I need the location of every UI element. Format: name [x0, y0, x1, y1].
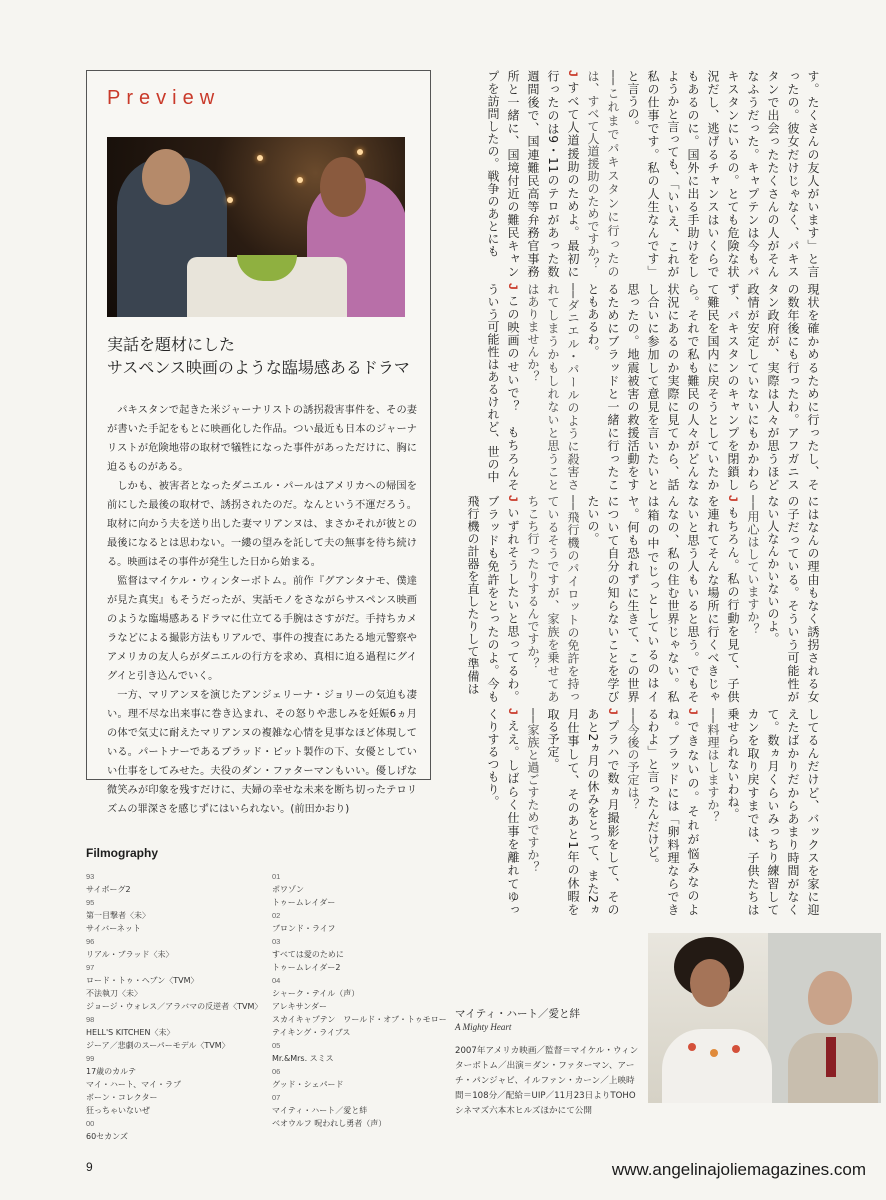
- man-face: [808, 971, 852, 1025]
- interview-text: プラハで数ヵ月撮影をして、そのあと2ヵ月の休みをとって、また2ヵ月仕事して、そのあと1年の休暇を取る予定。: [546, 708, 620, 916]
- filmography-title-item: サイボーグ2: [86, 885, 131, 894]
- speaker-marker: J: [506, 495, 520, 507]
- filmography-year: 04: [272, 976, 281, 985]
- filmography-list-right: [272, 870, 447, 1130]
- filmography-year: 05: [272, 1041, 281, 1050]
- bokeh-light: [227, 197, 233, 203]
- interview-column-3: [455, 495, 823, 703]
- subtitle-line: サスペンス映画のような臨場感あるドラマ: [107, 358, 410, 377]
- caption-body: 2007年アメリカ映画／監督＝マイケル・ウィンターボトム／出演＝ダン・ファターマン、アーチ・パンジャビ、イルファン・カーン／上映時間＝108分／配給＝UIP／11月23日よりTOHOシネマズ六本木ヒルズほかにて公開: [455, 1046, 639, 1116]
- interview-text: にはなんの理由もなく誘拐される女の子だっている。そういう可能性がない人なんかいないのよ。: [766, 495, 820, 703]
- interview-text: ──料理はしますか？: [706, 708, 720, 824]
- filmography-year: 96: [86, 937, 95, 946]
- interview-answer: [763, 495, 823, 703]
- filmography-title: Filmography: [86, 846, 159, 860]
- interview-answer: [723, 708, 823, 916]
- subtitle-line: 実話を題材にした: [107, 335, 236, 354]
- interview-question: [523, 708, 543, 916]
- filmography-title-item: 第一目撃者〈未〉: [86, 911, 150, 920]
- caption-english-title: A Mighty Heart: [455, 1022, 512, 1032]
- interview-answer: [643, 708, 703, 916]
- preview-film-still: [107, 137, 405, 317]
- interview-text: この映画のせいで？ もちろんそういう可能性はあるけれど、世の中: [486, 283, 520, 491]
- bokeh-light: [297, 177, 303, 183]
- dress-flower: [710, 1049, 718, 1057]
- interview-question: [703, 708, 723, 916]
- interview-answer: [483, 70, 583, 278]
- man-tie: [826, 1037, 836, 1077]
- filmography-title-item: リアル・ブラッド〈未〉: [86, 950, 174, 959]
- woman-head: [320, 157, 366, 217]
- interview-answer: [543, 708, 623, 916]
- filmography-title-item: ジーア／悲劇のスーパーモデル〈TVM〉: [86, 1041, 230, 1050]
- interview-answer: [623, 70, 823, 278]
- page-number: 9: [86, 1160, 93, 1174]
- interview-text: もちろん。私の行動を見て、子供を連れてそんな場所に行くべきじゃないと思う人もいると思う。でもそんなの、私の住む世界じゃない。私は箱の中でじっとしているのはイヤ。何も恐れずに生きて、この世界について自分の知らないことを学びたいの。: [586, 495, 740, 703]
- interview-answer: [583, 495, 743, 703]
- caption-title: マイティ・ハート／愛と絆: [455, 1008, 580, 1020]
- dress-flower: [688, 1043, 696, 1051]
- filmography-year: 97: [86, 963, 95, 972]
- filmography-year: 06: [272, 1067, 281, 1076]
- filmography-title-item: すべては愛のために: [272, 950, 344, 959]
- filmography-title-item: マイティ・ハート／愛と絆: [272, 1106, 368, 1115]
- interview-text: 現状を確かめるために行ったし、その数年後にも行ったわ。アフガニスタン政府が、実際は人々が思うほど政情が安定していないにもかかわらず、パキスタンのキャンプを閉鎖して難民を国内に戻そうとしていたから。それで私も難民の人々がどんな状況にあるのか実際に見てから、話し合いに参加して意見を言いたいと思ったの。地震被害の救援活動をするためにブラッドと一緒に行ったこともあるわ。: [586, 283, 820, 491]
- filmography-year: 00: [86, 1119, 95, 1128]
- bokeh-light: [257, 155, 263, 161]
- interview-question: [523, 495, 583, 703]
- filmography-year: 02: [272, 911, 281, 920]
- woman-figure: [662, 1029, 772, 1103]
- site-url[interactable]: www.angelinajoliemagazines.com: [611, 1160, 866, 1179]
- interview-answer: [483, 283, 523, 491]
- filmography-title-item: スカイキャプテン ワールド・オブ・トゥモロー: [272, 1015, 447, 1024]
- filmography-year: 98: [86, 1015, 95, 1024]
- film-still-photo: [648, 933, 881, 1103]
- filmography-title-item: ブロンド・ライフ: [272, 924, 336, 933]
- speaker-marker: J: [726, 495, 740, 507]
- filmography-title-item: ボーン・コレクター: [86, 1093, 158, 1102]
- dress-flower: [732, 1045, 740, 1053]
- filmography-title-item: 狂っちゃいないぜ: [86, 1106, 150, 1115]
- interview-text: ──ダニエル・パールのように殺害されてしまうかもしれないと思うことはありませんか？: [526, 283, 580, 491]
- interview-answer: [583, 283, 823, 491]
- filmography-title-item: グッド・シェパード: [272, 1080, 344, 1089]
- filmography-title-item: シャーク・テイル（声）: [272, 989, 360, 998]
- interview-answer: [483, 708, 523, 916]
- filmography-title-item: HELL'S KITCHEN〈未〉: [86, 1028, 175, 1037]
- man-head: [142, 149, 190, 205]
- interview-text: ──家族と過ごすためですか？: [526, 708, 540, 874]
- filmography-title-item: ベオウルフ 呪われし勇者（声）: [272, 1119, 387, 1128]
- interview-text: ──これまでパキスタンに行ったのは、すべて人道援助のためですか？: [586, 70, 620, 278]
- interview-column-2: [455, 283, 823, 491]
- interview-question: [523, 283, 583, 491]
- speaker-marker: J: [506, 283, 520, 295]
- filmography-list-left: [86, 870, 261, 1143]
- filmography-title-item: ジョージ・ウォレス／アラバマの反逆者〈TVM〉: [86, 1002, 263, 1011]
- bokeh-light: [357, 149, 363, 155]
- interview-text: ──用心はしていますか？: [746, 495, 760, 636]
- interview-text: ──飛行機のパイロットの免許を持っているそうですが、家族を乗せてあちこち行ったりするんですか？: [526, 495, 580, 703]
- filmography-title-item: マイ・ハート、マイ・ラブ: [86, 1080, 181, 1089]
- interview-text: できないの。それが悩みなのよね。ブラッドには「卵料理ならできるわよ」と言ったんだけど。: [646, 708, 700, 916]
- interview-text: す。たくさんの友人がいます」と言ったの。彼女だけじゃなく、パキスタンで出会ったたくさんの人がそんなふうだった。キャプテンは今もパキスタンにいるの。とても危険な状況だし、逃げるチャンスはいくらでもあるのに。国外に出る手助けをしようかと言っても、「いいえ、これが私の仕事です。私の人生なんです」と言うの。: [626, 70, 820, 278]
- filmography-year: 01: [272, 872, 281, 881]
- filmography-year: 99: [86, 1054, 95, 1063]
- filmography-title-item: トゥームレイダー2: [272, 963, 341, 972]
- interview-column-1: [455, 70, 823, 278]
- filmography-title-item: 17歳のカルテ: [86, 1067, 137, 1076]
- filmography-title-item: 60セカンズ: [86, 1132, 128, 1141]
- filmography-title-item: トゥームレイダー: [272, 898, 336, 907]
- filmography-title-item: テイキング・ライブス: [272, 1028, 351, 1037]
- filmography-title-item: ロード・トゥ・ヘブン〈TVM〉: [86, 976, 199, 985]
- preview-paragraph: 監督はマイケル・ウィンターボトム。前作『グアンタナモ、僕達が見た真実』もそうだったが、実話モノをさながらサスペンス映画のような臨場感あるドラマに仕立てる手腕はさすがだ。手持ちカメラなどによる撮影方法もリアルで、事件の捜査にあたる地元警察やアメリカの友人らがダニエルの行方を求め、真相に迫る過程にグイグイと引き込んでいく。: [107, 576, 417, 682]
- speaker-marker: J: [606, 708, 620, 720]
- filmography-title-item: サイバーネット: [86, 924, 141, 933]
- filmography-title-item: 不法執刀〈未〉: [86, 989, 142, 998]
- preview-heading: Preview: [107, 87, 221, 109]
- filmography-year: 03: [272, 937, 281, 946]
- speaker-marker: J: [506, 708, 520, 720]
- preview-paragraph: しかも、被害者となったダニエル・パールはアメリカへの帰国を前にした最後の取材で、誘拐されたのだ。なんという不運だろう。取材に向かう夫を送り出した妻マリアンヌは、まさかそれが彼との最後になるとは思わない。一縷の望みを託して夫の無事を待ち続ける。映画はその事件が発生した日から始まる。: [107, 481, 417, 568]
- filmography-title-item: ポワゾン: [272, 885, 304, 894]
- preview-paragraph: パキスタンで起きた米ジャーナリストの誘拐殺害事件を、その妻が書いた手記をもとに映画化した作品。つい最近も日本のジャーナリストが危険地帯の取材で犠牲になった事件があっただけに、胸に迫るものがある。: [107, 405, 417, 473]
- preview-paragraph: 一方、マリアンヌを演じたアンジェリーナ・ジョリーの気迫も凄い。理不尽な出来事に巻き込まれ、その怒りや悲しみを妊娠6ヵ月の体で気丈に耐えたマリアンヌの複雑な心情を見事なほど体現している。パートナーであるブラッド・ピット製作の下、女優としていい仕事をしてみせた。夫役のダン・ファターマンもいい。優しげな微笑みが印象を残すだけに、夫婦の幸せな未来を断ち切ったテロリズムの罪深さを感じずにはいられない。(前田かおり): [107, 690, 417, 815]
- interview-answer: [463, 495, 523, 703]
- filmography-year: 95: [86, 898, 95, 907]
- preview-subtitle: [107, 333, 417, 379]
- filmography-title-item: Mr.&Mrs. スミス: [272, 1054, 334, 1063]
- preview-box: [86, 70, 431, 815]
- interview-text: してるんだけど、バックスを家に迎えたばかりだからあまり時間がなくて。数ヵ月くらいみっちり練習してカンを取り戻すまでは、子供たちは乗せられないわね。: [726, 708, 820, 916]
- interview-text: すべて人道援助のためよ。最初に行ったのは9・11のテロがあった数週間後で、国連難民高等弁務官事務所と一緒に、国境付近の難民キャンプを訪問したの。戦争のあとにも: [486, 70, 580, 278]
- interview-text: いずれそうしたいと思ってるわ。ブラッドも免許をとったのよ。今も飛行機の計器を直したりして準備は: [466, 495, 520, 703]
- filmography-year: 07: [272, 1093, 281, 1102]
- interview-text: ──今後の予定は？: [626, 708, 640, 811]
- preview-body: [107, 401, 417, 819]
- interview-text: ええ。しばらく仕事を離れてゆっくりするつもり。: [486, 708, 520, 916]
- speaker-marker: J: [686, 708, 700, 721]
- interview-question: [743, 495, 763, 703]
- interview-question: [623, 708, 643, 916]
- filmography-title-item: アレキサンダー: [272, 1002, 327, 1011]
- speaker-marker: J: [566, 70, 580, 82]
- interview-question: [583, 70, 623, 278]
- woman-face: [690, 959, 730, 1007]
- interview-column-4: [455, 708, 823, 916]
- filmography-year: 93: [86, 872, 95, 881]
